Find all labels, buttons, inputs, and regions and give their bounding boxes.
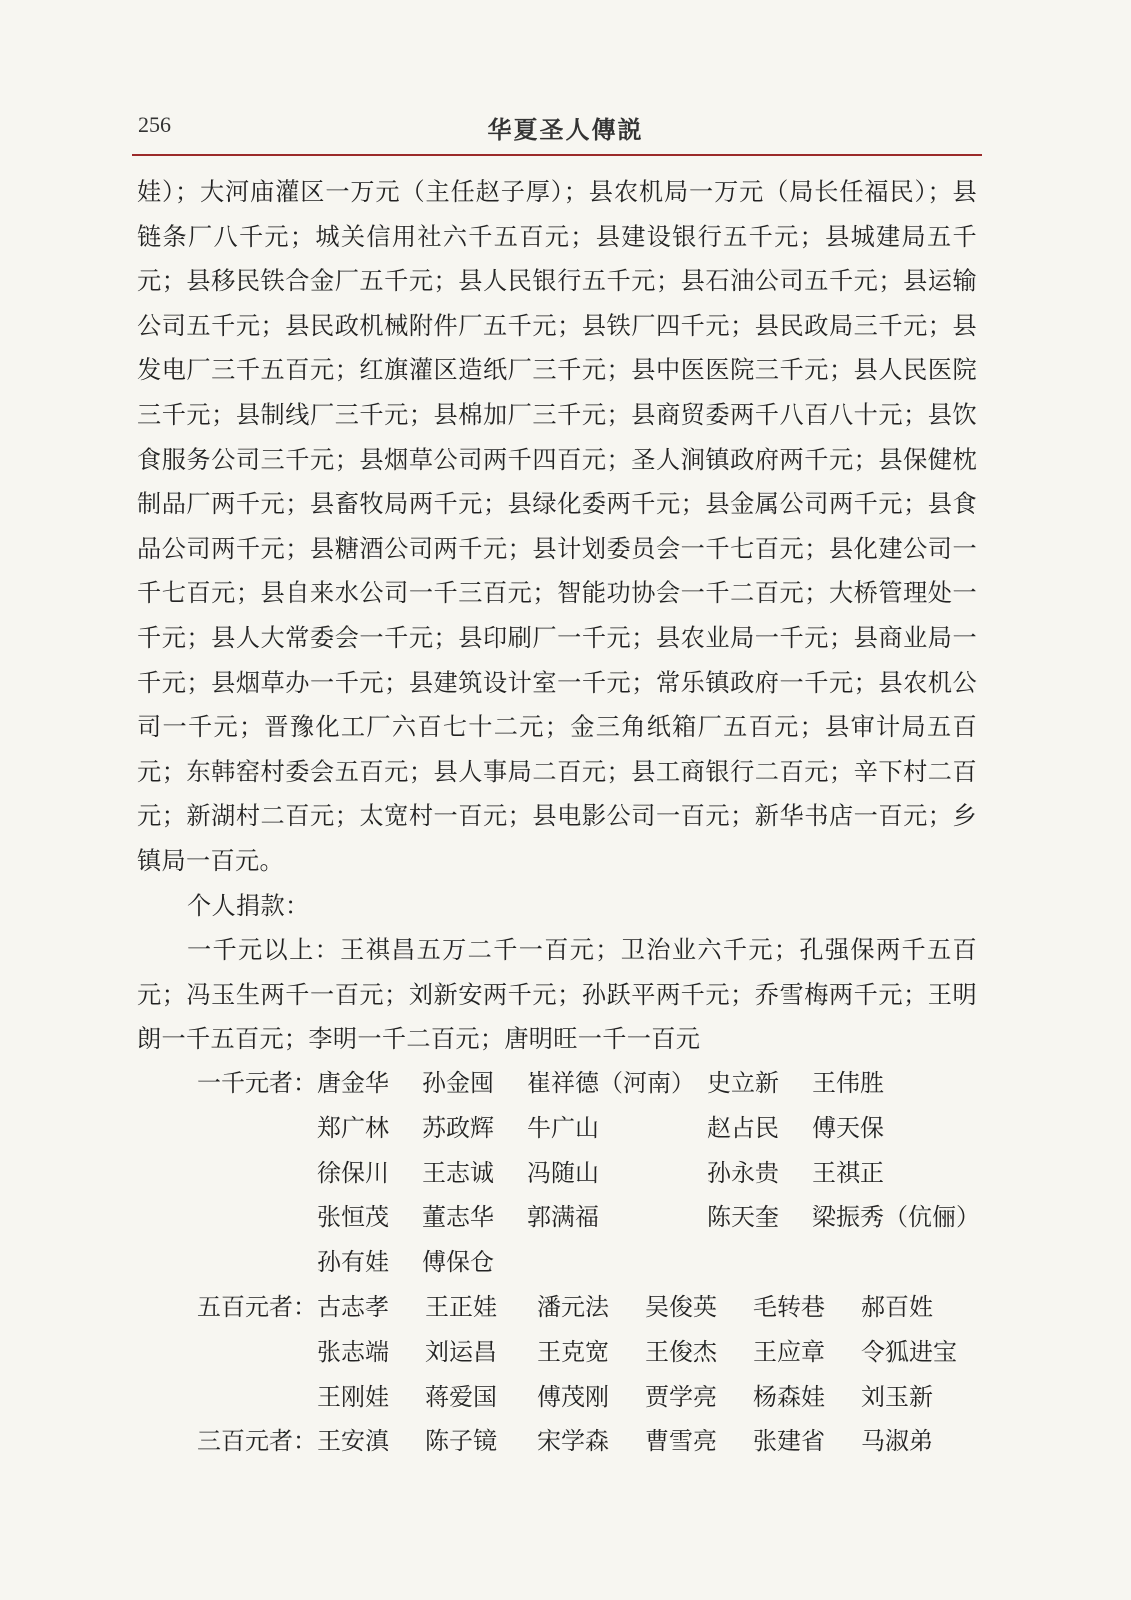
- tier-names: [317, 1419, 991, 1464]
- donor-name: 张建省: [753, 1427, 825, 1456]
- donor-name: 崔祥德（河南）: [527, 1069, 695, 1097]
- donor-name: 王志诚: [422, 1158, 494, 1187]
- donor-name: 赵占民: [707, 1113, 779, 1142]
- tier-500: [137, 1285, 1017, 1419]
- tier-1000: [137, 1061, 1017, 1285]
- donor-name: 刘玉新: [861, 1382, 933, 1411]
- donor-name: 宋学森: [537, 1427, 609, 1456]
- donor-name: 王克宽: [537, 1337, 609, 1366]
- running-title: 华夏圣人傳説: [487, 116, 644, 144]
- donor-name: 郑广林: [317, 1113, 389, 1142]
- donor-name: 董志华: [422, 1203, 494, 1232]
- donor-name: 陈天奎: [707, 1203, 779, 1232]
- over-1000-paragraph: 一千元以上：王祺昌五万二千一百元；卫治业六千元；孔强保两千五百元；冯玉生两千一百元；刘新安两千元；孙跃平两千元；乔雪梅两千元；王明朗一千五百元；李明一千二百元；唐明旺一千一百元: [137, 936, 977, 1054]
- donor-name: 王应章: [753, 1337, 825, 1366]
- donor-name: 吴俊英: [645, 1292, 717, 1321]
- donor-name: 王俊杰: [645, 1337, 717, 1366]
- tier-label: 三百元者：: [197, 1427, 317, 1456]
- donor-name: 杨森娃: [753, 1382, 825, 1411]
- header-rule: [132, 154, 982, 156]
- donor-name: 傅天保: [812, 1113, 884, 1142]
- donor-name: 孙永贵: [707, 1158, 779, 1187]
- donor-name: 潘元法: [537, 1292, 609, 1321]
- donor-name: 冯随山: [527, 1158, 599, 1187]
- donor-name: 孙金囤: [422, 1069, 494, 1097]
- donor-name: 毛转巷: [753, 1292, 825, 1321]
- donor-name: 张志端: [317, 1337, 389, 1366]
- donor-name: 史立新: [707, 1069, 779, 1097]
- donor-name: 张恒茂: [317, 1203, 389, 1232]
- donor-name: 徐保川: [317, 1158, 389, 1187]
- donor-name: 傅保仓: [422, 1248, 494, 1277]
- unit-donations-paragraph: 娃）；大河庙灌区一万元（主任赵子厚）；县农机局一万元（局长任福民）；县链条厂八千元；城关信用社六千五百元；县建设银行五千元；县城建局五千元；县移民铁合金厂五千元；县人民银行五千元；县石油公司五千元；县运输公司五千元；县民政机械附件厂五千元；县铁厂四千元；县民政局三千元；县发电厂三千五百元；红旗灌区造纸厂三千元；县中医医院三千元；县人民医院三千元；县制线厂三千元；县棉加厂三千元；县商贸委两千八百八十元；县饮食服务公司三千元；县烟草公司两千四百元；圣人涧镇政府两千元；县保健枕制品厂两千元；县畜牧局两千元；县绿化委两千元；县金属公司两千元；县食品公司两千元；县糖酒公司两千元；县计划委员会一千七百元；县化建公司一千七百元；县自来水公司一千三百元；智能功协会一千二百元；大桥管理处一千元；县人大常委会一千元；县印刷厂一千元；县农业局一千元；县商业局一千元；县烟草办一千元；县建筑设计室一千元；常乐镇政府一千元；县农机公司一千元；晋豫化工厂六百七十二元；金三角纸箱厂五百元；县审计局五百元；东韩窑村委会五百元；县人事局二百元；县工商银行二百元；辛下村二百元；新湖村二百元；太宽村一百元；县电影公司一百元；新华书店一百元；乡镇局一百元。: [137, 178, 977, 875]
- donor-name: 贾学亮: [645, 1382, 717, 1411]
- tier-names: [317, 1285, 991, 1419]
- donor-name: 陈子镜: [425, 1427, 497, 1456]
- donor-name: 蒋爱国: [425, 1382, 497, 1411]
- donor-name: 王刚娃: [317, 1382, 389, 1411]
- donor-name: 曹雪亮: [645, 1427, 717, 1456]
- body-text: [137, 170, 977, 1062]
- tier-label: 一千元者：: [197, 1069, 317, 1097]
- donor-name: 牛广山: [527, 1113, 599, 1142]
- donor-name: 令狐进宝: [861, 1337, 957, 1366]
- donor-name: 梁振秀（伉俪）: [812, 1203, 980, 1232]
- donor-name: 唐金华: [317, 1069, 389, 1097]
- page-number: 256: [138, 112, 171, 137]
- donor-tiers: [137, 1061, 1017, 1464]
- donor-name: 王祺正: [812, 1158, 884, 1187]
- donor-name: 古志孝: [317, 1292, 389, 1321]
- donor-name: 傅茂刚: [537, 1382, 609, 1411]
- donor-name: 刘运昌: [425, 1337, 497, 1366]
- donor-name: 孙有娃: [317, 1248, 389, 1277]
- donor-name: 郭满福: [527, 1203, 599, 1232]
- tier-label: 五百元者：: [197, 1292, 317, 1321]
- donor-name: 王伟胜: [812, 1069, 884, 1097]
- donor-name: 马淑弟: [861, 1427, 933, 1456]
- donor-name: 王安滇: [317, 1427, 389, 1456]
- personal-donations-heading: 个人捐款：: [187, 891, 310, 920]
- tier-300: [137, 1419, 1017, 1464]
- tier-names: [317, 1061, 992, 1285]
- donor-name: 苏政辉: [422, 1113, 494, 1142]
- donor-name: 郝百姓: [861, 1292, 933, 1321]
- donor-name: 王正娃: [425, 1292, 497, 1321]
